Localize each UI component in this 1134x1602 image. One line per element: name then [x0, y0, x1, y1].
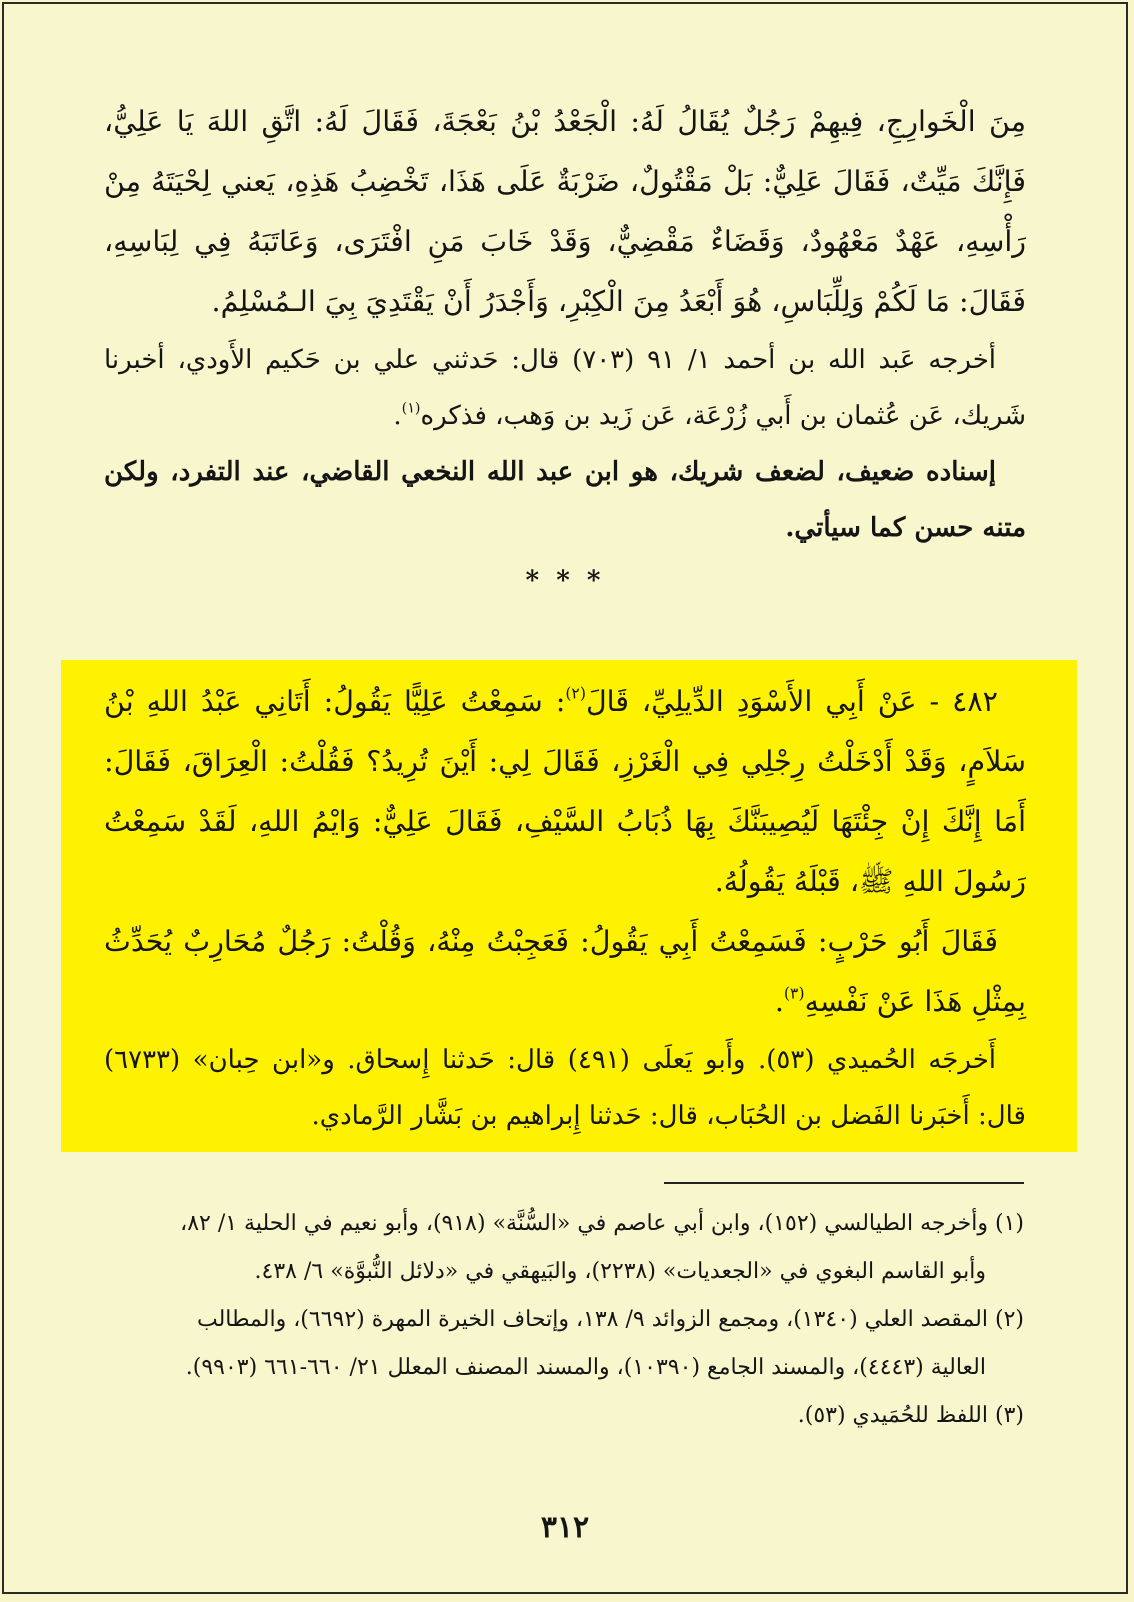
isnad-ruling: إسناده ضعيف، لضعف شريك، هو ابن عبد الله النخعي القاضي، عند التفرد، ولكن متنه حسن كما سيأتي.	[104, 457, 1026, 543]
previous-hadith-block	[104, 92, 1026, 606]
abu-harb-text: فَقَالَ أَبُو حَرْبٍ: فَسَمِعْتُ أَبِي يَقُولُ: فَعَجِبْتُ مِنْهُ، وَقُلْتُ: رَجُلٌ مُحَارِبٌ يُحَدِّثُ بِمِثْلِ هَذَا عَنْ نَفْسِهِ	[104, 925, 1026, 1018]
footnote-text-cont: العالية (٤٤٤٣)، والمسند الجامع (١٠٣٩٠)، والمسند المصنف المعلل ٢١/ ٦٦٠-٦٦١ (٩٩٠٣).	[185, 1355, 986, 1380]
hadith-482-takhrij: أَخرجَه الحُميدي (٥٣). وأَبو يَعلَى (٤٩١) قال: حَدثنا إِسحاق. و«ابن حِبان» (٦٧٣٣) قال: أَخبَرنا الفَضل بن الحُبَاب، قال: حَدثنا إِبراهيم بن بَشَّار الرَّمادي.	[104, 1045, 1026, 1131]
page-number: ٣١٢	[540, 1510, 590, 1545]
previous-hadith-takhrij: أخرجه عَبد الله بن أحمد ١/ ٩١ (٧٠٣) قال: حَدثني علي بن حَكيم الأَودي، أخبرنا شَريك، عَن عُثمان بن أَبي زُرْعَة، عَن زَيد بن وَهب، فذكره$^{(١)}$.	[104, 345, 1026, 431]
footnote-text-cont: وأبو القاسم البغوي في «الجعديات» (٢٢٣٨)، والبَيهقي في «دلائل النُّبوَّة» ٦/ ٤٣٨.	[254, 1259, 986, 1284]
footnote-text: وأخرجه الطيالسي (١٥٢)، وابن أبي عاصم في «السُّنَّة» (٩١٨)، وأبو نعيم في الحلية ١/ ٨٢،	[180, 1211, 988, 1236]
footnote-number: (١)	[994, 1211, 1024, 1236]
takhrij-text: أخرجه عَبد الله بن أحمد ١/ ٩١ (٧٠٣) قال: حَدثني علي بن حَكيم الأَودي، أخبرنا شَريك، عَن عُثمان بن أَبي زُرْعَة، عَن زَيد بن وَهب، فذكره	[104, 345, 1026, 431]
footnote-text: اللفظ للحُمَيدي (٥٣).	[797, 1403, 988, 1428]
footnote-ref-2: (٢)	[565, 683, 586, 703]
hadith-482-block	[104, 672, 1026, 1144]
previous-hadith-matn: مِنَ الْخَوارِجِ، فِيهِمْ رَجُلٌ يُقَالُ لَهُ: الْجَعْدُ بْنُ بَعْجَةَ، فَقَالَ لَهُ: اتَّقِ اللهَ يَا عَلِيُّ، فَإِنَّكَ مَيِّتٌ، فَقَالَ عَلِيٌّ: بَلْ مَقْتُولٌ، ضَرْبَةٌ عَلَى هَذَا، تَخْضِبُ هَذِهِ، يَعني لِحْيَتَهُ مِنْ رَأْسِهِ، عَهْدٌ مَعْهُودٌ، وَقَضَاءٌ مَقْضِيٌّ، وَقَدْ خَابَ مَنِ افْتَرَى، وَعَاتَبَهُ فِي لِبَاسِهِ، فَقَالَ: مَا لَكُمْ وَلِلِّبَاسِ، هُوَ أَبْعَدُ مِنَ الْكِبْرِ، وَأَجْدَرُ أَنْ يَقْتَدِيَ بِيَ الـمُسْلِمُ.	[104, 105, 1027, 318]
hadith-number-intro: ٤٨٢ - عَنْ أَبِي الأَسْوَدِ الدِّيلِيِّ، قَالَ	[585, 685, 998, 718]
footnote-ref-1: (١)	[401, 400, 421, 417]
footnotes	[99, 1200, 1026, 1440]
footnote-2	[99, 1296, 1026, 1392]
footnote-text: المقصد العلي (١٣٤٠)، ومجمع الزوائد ٩/ ١٣٨، وإتحاف الخيرة المهرة (٦٦٩٢)، والمطالب	[197, 1307, 988, 1332]
abu-harb-statement: فَقَالَ أَبُو حَرْبٍ: فَسَمِعْتُ أَبِي يَقُولُ: فَعَجِبْتُ مِنْهُ، وَقُلْتُ: رَجُلٌ مُحَارِبٌ يُحَدِّثُ بِمِثْلِ هَذَا عَنْ نَفْسِهِ$^{(٣)}$.	[104, 925, 1026, 1018]
hadith-482-matn	[104, 672, 1026, 912]
book-page	[2, 2, 1128, 1594]
section-separator: * * *	[525, 566, 605, 596]
footnote-ref-3: (٣)	[783, 983, 805, 1003]
footnote-3	[99, 1392, 1026, 1440]
hadith-text: : سَمِعْتُ عَلِيًّا يَقُولُ: أَتَانِي عَبْدُ اللهِ بْنُ سَلاَمٍ، وَقَدْ أَدْخَلْتُ رِجْلِي فِي الْغَرْزِ، فَقَالَ لِي: أَيْنَ تُرِيدُ؟ فَقُلْتُ: الْعِرَاقَ، فَقَالَ: أَمَا إِنَّكَ إِنْ جِئْتَهَا لَيُصِيبَنَّكَ بِهَا ذُبَابُ السَّيْفِ، فَقَالَ عَلِيٌّ: وَايْمُ اللهِ، لَقَدْ سَمِعْتُ رَسُولَ اللهِ ﷺ، قَبْلَهُ يَقُولُهُ.	[104, 685, 1026, 898]
footnote-number: (٣)	[994, 1403, 1024, 1428]
footnote-separator	[664, 1182, 1024, 1184]
footnote-1	[99, 1200, 1026, 1296]
footnote-number: (٢)	[994, 1307, 1024, 1332]
